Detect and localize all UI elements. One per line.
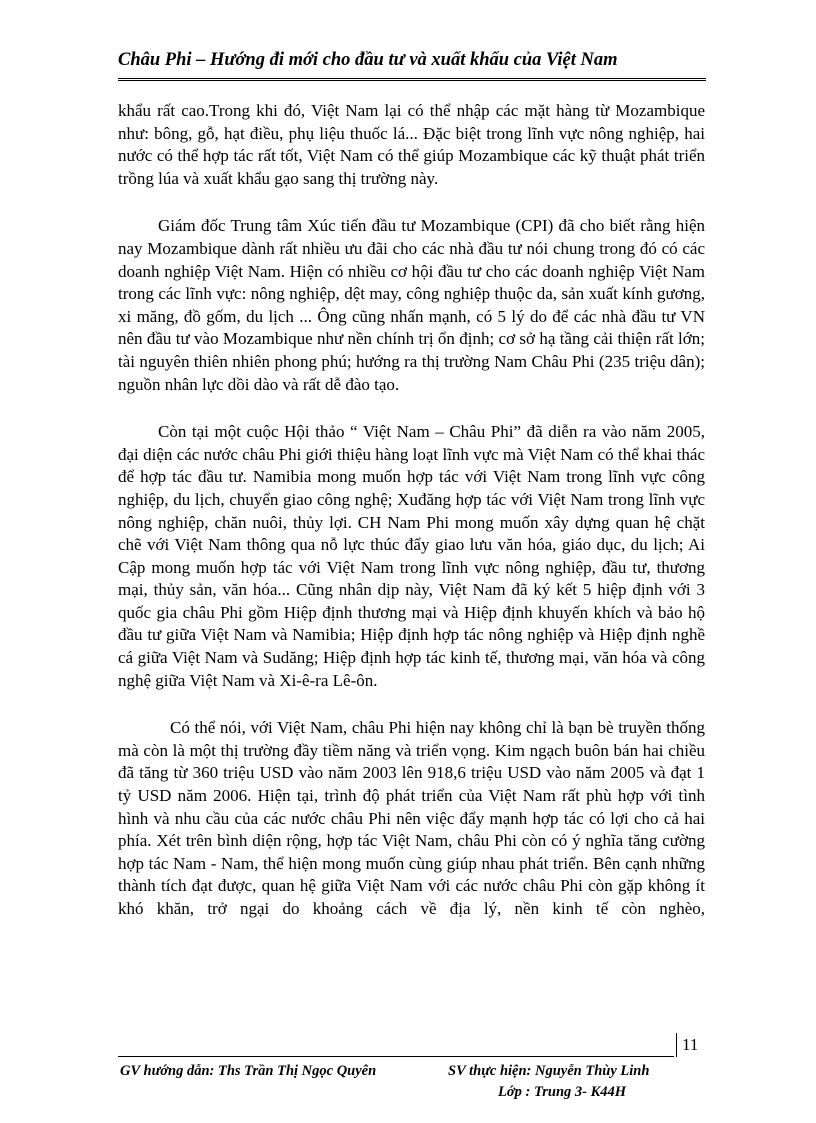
document-body (118, 100, 705, 946)
paragraph-4: Có thể nói, với Việt Nam, châu Phi hiện nay không chỉ là bạn bè truyền thống mà còn là một thị trường đầy tiềm năng và triển vọng. Kim ngạch buôn bán hai chiều đã tăng từ 360 triệu USD vào năm 2003 lên 918,6 triệu USD vào năm 2005 và đạt 1 tỷ USD năm 2006. Hiện tại, trình độ phát triển của Việt Nam rất phù hợp với tình hình và nhu cầu của các nước châu Phi nên việc đẩy mạnh hợp tác có lợi cho cả hai phía. Xét trên bình diện rộng, hợp tác Việt Nam, châu Phi còn có ý nghĩa tăng cường hợp tác Nam - Nam, thể hiện mong muốn cùng giúp nhau phát triển. Bên cạnh những thành tích đạt được, quan hệ giữa Việt Nam với các nước châu Phi còn gặp không ít khó khăn, trở ngại do khoảng cách về địa lý, nền kinh tế còn nghèo, (118, 718, 705, 918)
paragraph-2: Giám đốc Trung tâm Xúc tiến đầu tư Mozambique (CPI) đã cho biết rằng hiện nay Mozambique dành rất nhiều ưu đãi cho các nhà đầu tư nói chung trong đó có các doanh nghiệp Việt Nam. Hiện có nhiều cơ hội đầu tư cho các doanh nghiệp Việt Nam trong các lĩnh vực: nông nghiệp, dệt may, công nghiệp thuộc da, sản xuất kính gương, xi măng, đồ gốm, du lịch ... Ông cũng nhấn mạnh, có 5 lý do để các nhà đầu tư VN nên đầu tư vào Mozambique như nền chính trị ổn định; cơ sở hạ tầng cải thiện rất lớn; tài nguyên thiên nhiên phong phú; hướng ra thị trường Nam Châu Phi (235 triệu dân); nguồn nhân lực dồi dào và rất dễ đào tạo. (118, 216, 705, 394)
page-header-title: Châu Phi – Hướng đi mới cho đầu tư và xuất khẩu của Việt Nam (118, 50, 618, 70)
footer-rule (118, 1056, 674, 1057)
footer-student: SV thực hiện: Nguyễn Thùy Linh (448, 1063, 650, 1079)
header-rule (118, 78, 706, 81)
footer-advisor: GV hướng dẫn: Ths Trần Thị Ngọc Quyên (120, 1063, 377, 1079)
footer-class: Lớp : Trung 3- K44H (498, 1084, 627, 1100)
page-number-divider (676, 1033, 677, 1057)
page-number: 11 (682, 1035, 699, 1054)
paragraph-3: Còn tại một cuộc Hội thảo “ Việt Nam – Châu Phi” đã diễn ra vào năm 2005, đại diện các nước châu Phi giới thiệu hàng loạt lĩnh vực mà Việt Nam có thể khai thác để hợp tác đầu tư. Namibia mong muốn hợp tác với Việt Nam trong lĩnh vực công nghiệp, du lịch, chuyển giao công nghệ; Xuđăng hợp tác với Việt Nam trong lĩnh vực nông nghiệp, chăn nuôi, thủy lợi. CH Nam Phi mong muốn xây dựng quan hệ chặt chẽ với Việt Nam thông qua nỗ lực thúc đẩy giao lưu văn hóa, giáo dục, du lịch; Ai Cập mong muốn hợp tác với Việt Nam trong lĩnh vực nông nghiệp, đầu tư, thương mại, thủy sản, văn hóa... Cũng nhân dịp này, Việt Nam đã ký kết 5 hiệp định với 3 quốc gia châu Phi gồm Hiệp định thương mại và Hiệp định khuyến khích và bảo hộ đầu tư giữa Việt Nam và Namibia; Hiệp định hợp tác nông nghiệp và Hiệp định nghề cá giữa Việt Nam và Sudăng; Hiệp định hợp tác kinh tế, thương mại, văn hóa và công nghệ giữa Việt Nam và Xi-ê-ra Lê-ôn. (118, 422, 705, 690)
paragraph-1: khẩu rất cao.Trong khi đó, Việt Nam lại có thể nhập các mặt hàng từ Mozambique như: bông, gỗ, hạt điều, phụ liệu thuốc lá... Đặc biệt trong lĩnh vực nông nghiệp, hai nước có thể hợp tác rất tốt, Việt Nam có thể giúp Mozambique các kỹ thuật phát triển trồng lúa và xuất khẩu gạo sang thị trường này. (118, 101, 705, 188)
